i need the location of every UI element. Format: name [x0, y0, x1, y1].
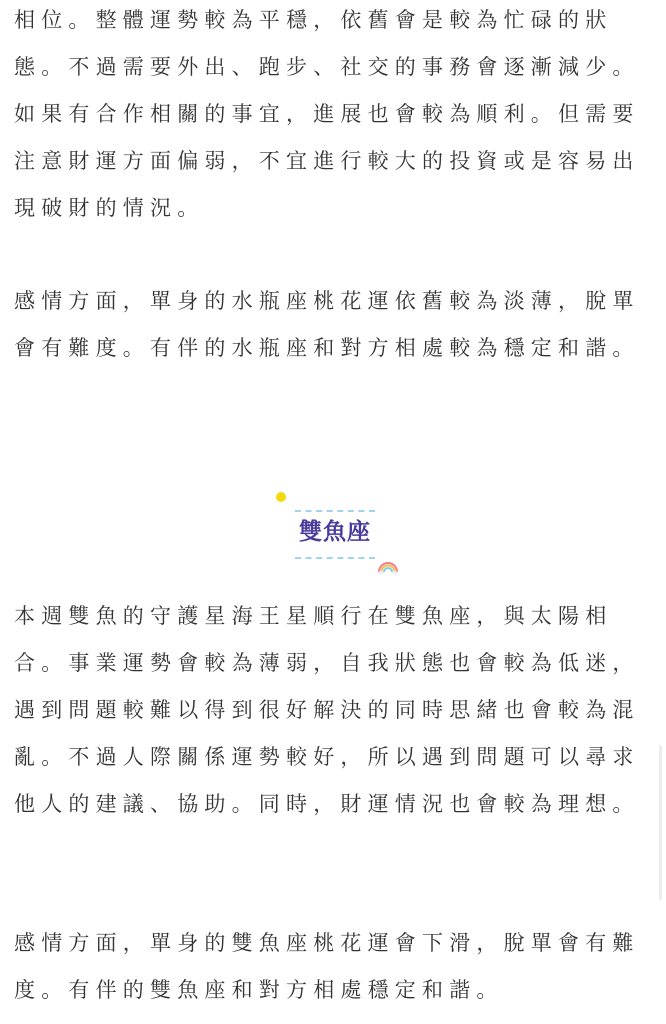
- aquarius-work-paragraph: 相位。整體運勢較為平穩，依舊會是較為忙碌的狀態。不過需要外出、跑步、社交的事務會逐漸減少。如果有合作相關的事宜，進展也會較為順利。但需要注意財運方面偏弱，不宜進行較大的投資或是容易出現破財的情況。: [14, 8, 640, 220]
- heading-dashed-line-top: [295, 510, 375, 512]
- pisces-work-paragraph: 本週雙魚的守護星海王星順行在雙魚座，與太陽相合。事業運勢會較為薄弱，自我狀態也會較為低迷，遇到問題較難以得到很好解決的同時思緒也會較為混亂。不過人際關係運勢較好，所以遇到問題可以尋求他人的建議、協助。同時，財運情況也會較為理想。: [14, 604, 640, 816]
- yellow-dot-icon: [276, 492, 286, 502]
- rainbow-icon: [377, 560, 399, 574]
- pisces-love-paragraph: 感情方面，單身的雙魚座桃花運會下滑，脫單會有難度。有伴的雙魚座和對方相處穩定和諧。: [14, 931, 640, 1002]
- aquarius-love-paragraph: 感情方面，單身的水瓶座桃花運依舊較為淡薄，脫單會有難度。有伴的水瓶座和對方相處較為穩定和諧。: [14, 289, 640, 360]
- pisces-heading: 雙魚座: [299, 519, 371, 545]
- heading-dashed-line-bottom: [295, 557, 375, 559]
- pisces-heading-block: [270, 490, 400, 580]
- scrollbar[interactable]: [659, 745, 662, 900]
